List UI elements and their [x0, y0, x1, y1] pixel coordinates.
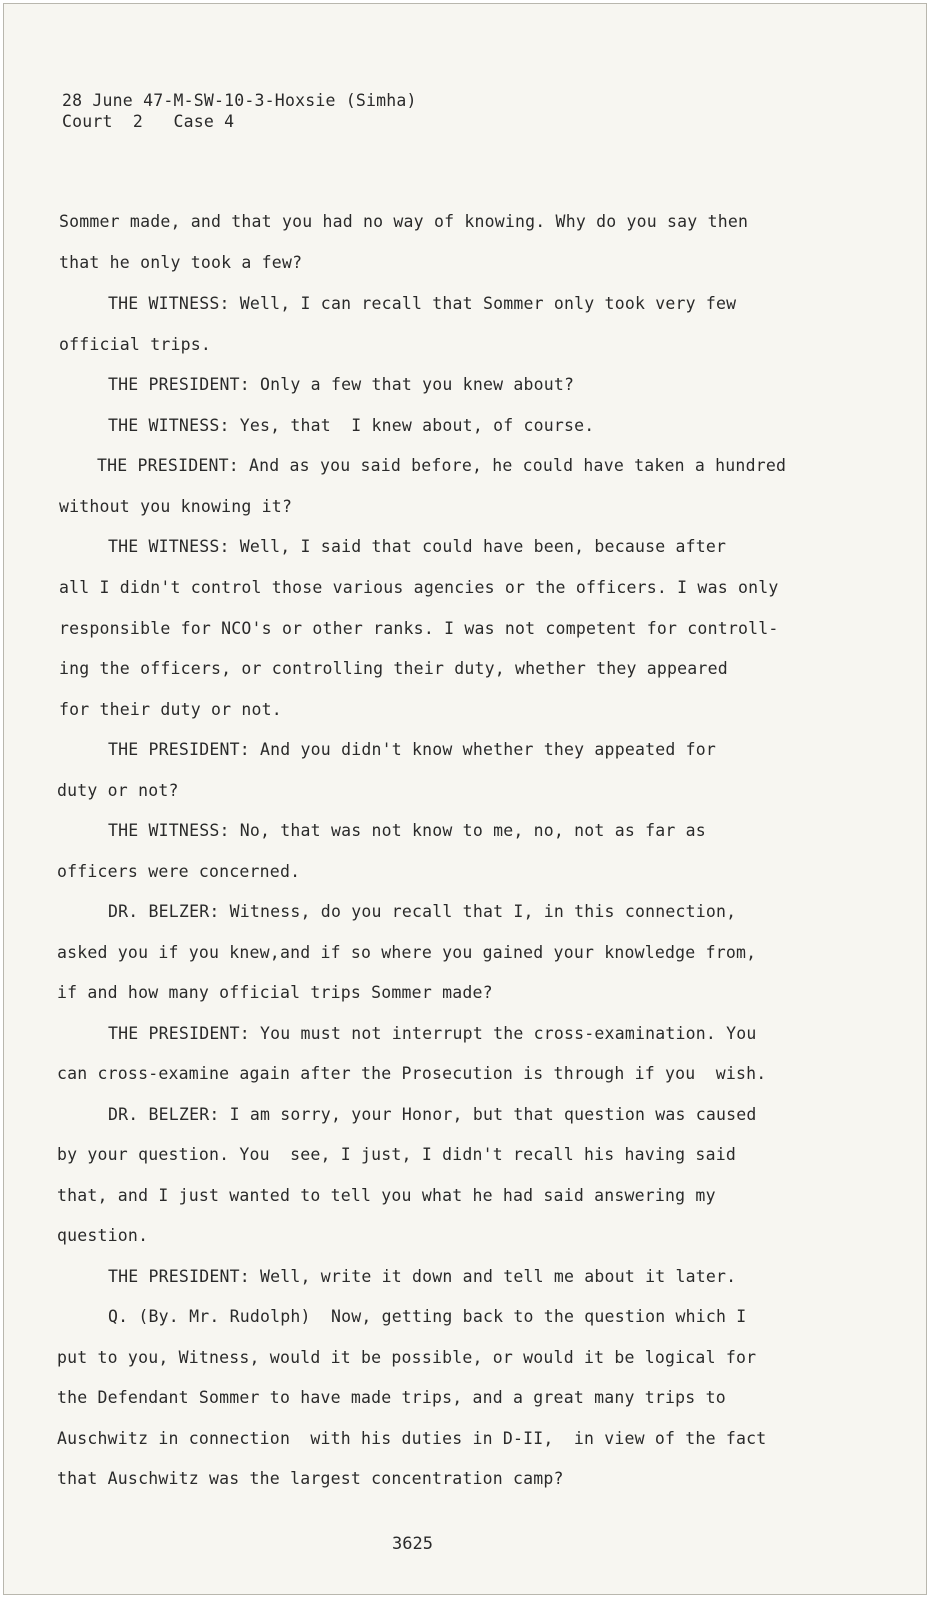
transcript-line: Auschwitz in connection with his duties in D-II, in view of the fact	[57, 1429, 767, 1448]
transcript-line: put to you, Witness, would it be possible, or would it be logical for	[57, 1348, 757, 1367]
transcript-line: that Auschwitz was the largest concentration camp?	[57, 1469, 564, 1488]
transcript-line: can cross-examine again after the Prosecution is through if you wish.	[57, 1064, 767, 1083]
transcript-line: THE PRESIDENT: Only a few that you knew about?	[108, 375, 575, 394]
transcript-line: official trips.	[59, 335, 212, 354]
transcript-line: THE WITNESS: Well, I said that could have been, because after	[108, 537, 727, 556]
transcript-line: THE PRESIDENT: And as you said before, he could have taken a hundred	[97, 456, 787, 475]
transcript-line: that he only took a few?	[59, 253, 303, 272]
transcript-line: THE WITNESS: No, that was not know to me, no, not as far as	[108, 821, 706, 840]
transcript-line: question.	[57, 1226, 149, 1245]
transcript-line: asked you if you knew,and if so where you gained your knowledge from,	[57, 943, 757, 962]
transcript-line: THE WITNESS: Yes, that I knew about, of course.	[108, 416, 595, 435]
transcript-line: THE PRESIDENT: Well, write it down and tell me about it later.	[108, 1267, 737, 1286]
transcript-line: if and how many official trips Sommer made?	[57, 983, 493, 1002]
document-page	[3, 3, 927, 1595]
transcript-line: DR. BELZER: Witness, do you recall that I, in this connection,	[108, 902, 737, 921]
transcript-line: Q. (By. Mr. Rudolph) Now, getting back to the question which I	[108, 1307, 747, 1326]
page-number: 3625	[392, 1534, 433, 1554]
header-date-reference: 28 June 47-M-SW-10-3-Hoxsie (Simha)	[62, 91, 417, 110]
header-court-case: Court 2 Case 4	[62, 112, 235, 131]
transcript-line: for their duty or not.	[59, 700, 282, 719]
transcript-line: the Defendant Sommer to have made trips, and a great many trips to	[57, 1388, 726, 1407]
transcript-line: duty or not?	[57, 781, 179, 800]
transcript-line: THE WITNESS: Well, I can recall that Sommer only took very few	[108, 294, 737, 313]
transcript-line: that, and I just wanted to tell you what he had said answering my	[57, 1186, 716, 1205]
transcript-line: ing the officers, or controlling their duty, whether they appeared	[59, 659, 728, 678]
transcript-line: THE PRESIDENT: And you didn't know whether they appeated for	[108, 740, 717, 759]
transcript-line: officers were concerned.	[57, 862, 301, 881]
transcript-line: Sommer made, and that you had no way of knowing. Why do you say then	[59, 212, 749, 231]
transcript-line: DR. BELZER: I am sorry, your Honor, but that question was caused	[108, 1105, 757, 1124]
document-header	[62, 90, 417, 132]
transcript-line: all I didn't control those various agencies or the officers. I was only	[59, 578, 779, 597]
transcript-line: THE PRESIDENT: You must not interrupt the cross-examination. You	[108, 1024, 757, 1043]
transcript-line: by your question. You see, I just, I didn't recall his having said	[57, 1145, 736, 1164]
transcript-line: responsible for NCO's or other ranks. I was not competent for controll-	[59, 619, 779, 638]
transcript-line: without you knowing it?	[59, 497, 293, 516]
